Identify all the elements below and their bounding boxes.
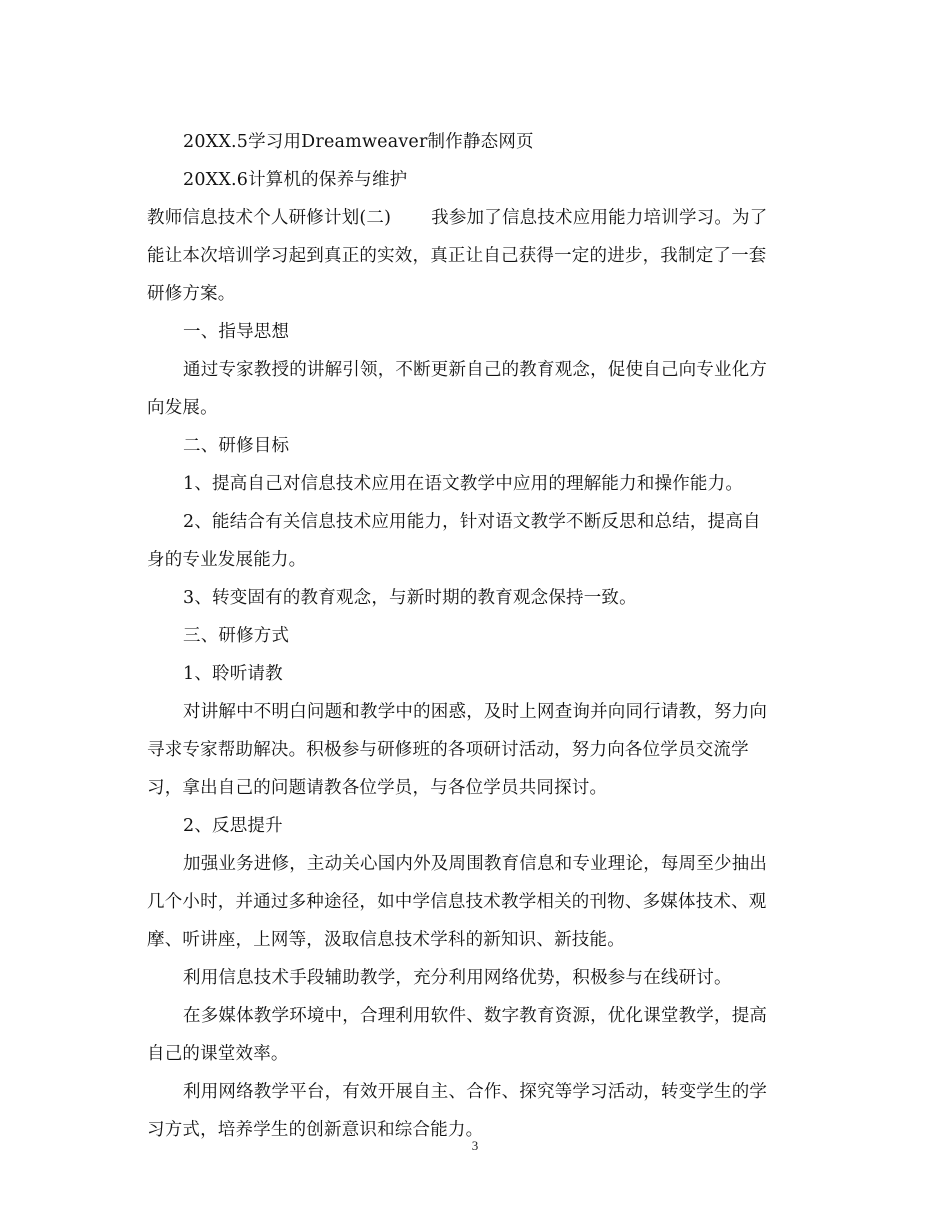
text-line: 摩、听讲座，上网等，汲取信息技术学科的新知识、新技能。 (147, 930, 625, 950)
text-line: 几个小时，并通过多种途径，如中学信息技术教学相关的刊物、多媒体技术、观 (147, 892, 767, 912)
text-line: 自己的课堂效率。 (147, 1044, 289, 1064)
text-line: 能让本次培训学习起到真正的实效，真正让自己获得一定的进步，我制定了一套 (147, 246, 767, 266)
text-line: 1、提高自己对信息技术应用在语文教学中应用的理解能力和操作能力。 (183, 474, 744, 494)
text-line: 寻求专家帮助解决。积极参与研修班的各项研讨活动，努力向各位学员交流学 (147, 740, 749, 760)
text-line: 20XX.6计算机的保养与维护 (183, 170, 408, 190)
text-line: 利用网络教学平台，有效开展自主、合作、探究等学习活动，转变学生的学 (183, 1082, 768, 1102)
text-line: 利用信息技术手段辅助教学，充分利用网络优势，积极参与在线研讨。 (183, 968, 732, 988)
text-line: 在多媒体教学环境中，合理利用软件、数字教育资源，优化课堂教学，提高 (183, 1006, 768, 1026)
text-line: 习方式，培养学生的创新意识和综合能力。 (147, 1120, 484, 1140)
text-line: 3、转变固有的教育观念，与新时期的教育观念保持一致。 (183, 588, 637, 608)
text-line: 向发展。 (147, 398, 218, 418)
text-line: 2、能结合有关信息技术应用能力，针对语文教学不断反思和总结，提高自 (183, 512, 761, 532)
text-line: 身的专业发展能力。 (147, 550, 307, 570)
heading: 一、指导思想 (183, 322, 290, 342)
text-line: 加强业务进修，主动关心国内外及周围教育信息和专业理论，每周至少抽出 (183, 854, 768, 874)
page-number: 3 (471, 1138, 479, 1153)
text-line: 习，拿出自己的问题请教各位学员，与各位学员共同探讨。 (147, 778, 608, 798)
section-title: 教师信息技术个人研修计划(二) (147, 208, 392, 228)
heading: 二、研修目标 (183, 436, 290, 456)
text-line: 研修方案。 (147, 284, 236, 304)
subheading: 1、聆听请教 (183, 664, 283, 684)
heading: 三、研修方式 (183, 626, 290, 646)
text-line (147, 207, 767, 229)
text-line: 对讲解中不明白问题和教学中的困惑，及时上网查询并向同行请教，努力向 (183, 702, 768, 722)
text-line: 通过专家教授的讲解引领，不断更新自己的教育观念，促使自己向专业化方 (183, 360, 768, 380)
subheading: 2、反思提升 (183, 816, 283, 836)
text-span: 我参加了信息技术应用能力培训学习。为了 (431, 208, 768, 228)
text-line: 20XX.5学习用Dreamweaver制作静态网页 (183, 132, 534, 152)
